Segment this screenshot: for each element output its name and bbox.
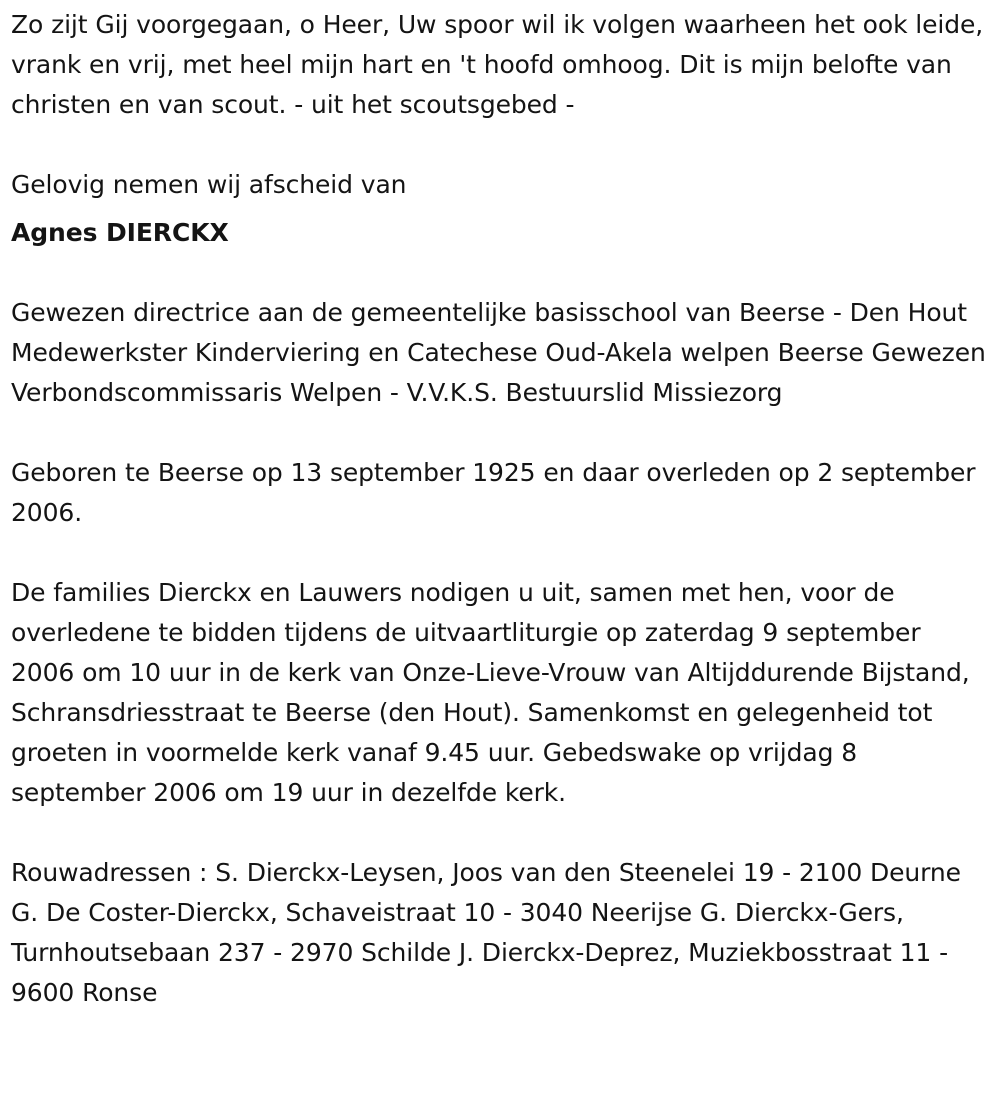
obituary-document: [11, 5, 991, 1013]
deceased-name: Agnes DIERCKX: [11, 218, 229, 247]
scout-prayer-quote: Zo zijt Gij voorgegaan, o Heer, Uw spoor wil ik volgen waarheen het ook leide, vrank en vrij, met heel mijn hart en 't hoofd omhoog. Dit is mijn belofte van christen en van scout. - uit het scoutsgebed -: [11, 10, 984, 119]
roles-paragraph: Gewezen directrice aan de gemeentelijke basisschool van Beerse - Den Hout Medewerkster Kinderviering en Catechese Oud-Akela welpen Beerse Gewezen Verbondscommissaris Welpen - V.V.K.S. Bestuurslid Missiezorg: [11, 298, 986, 407]
mourning-addresses-paragraph: Rouwadressen : S. Dierckx-Leysen, Joos van den Steenelei 19 - 2100 Deurne G. De Coster-Dierckx, Schaveistraat 10 - 3040 Neerijse G. Dierckx-Gers, Turnhoutsebaan 237 - 2970 Schilde J. Dierckx-Deprez, Muziekbosstraat 11 - 9600 Ronse: [11, 858, 961, 1007]
funeral-invitation-paragraph: De families Dierckx en Lauwers nodigen u uit, samen met hen, voor de overledene te bidden tijdens de uitvaartliturgie op zaterdag 9 september 2006 om 10 uur in de kerk van Onze-Lieve-Vrouw van Altijddurende Bijstand, Schransdriesstraat te Beerse (den Hout). Samenkomst en gelegenheid tot groeten in voormelde kerk vanaf 9.45 uur. Gebedswake op vrijdag 8 september 2006 om 19 uur in dezelfde kerk.: [11, 578, 970, 807]
farewell-intro: Gelovig nemen wij afscheid van: [11, 170, 407, 199]
birth-death-paragraph: Geboren te Beerse op 13 september 1925 en daar overleden op 2 september 2006.: [11, 458, 976, 527]
